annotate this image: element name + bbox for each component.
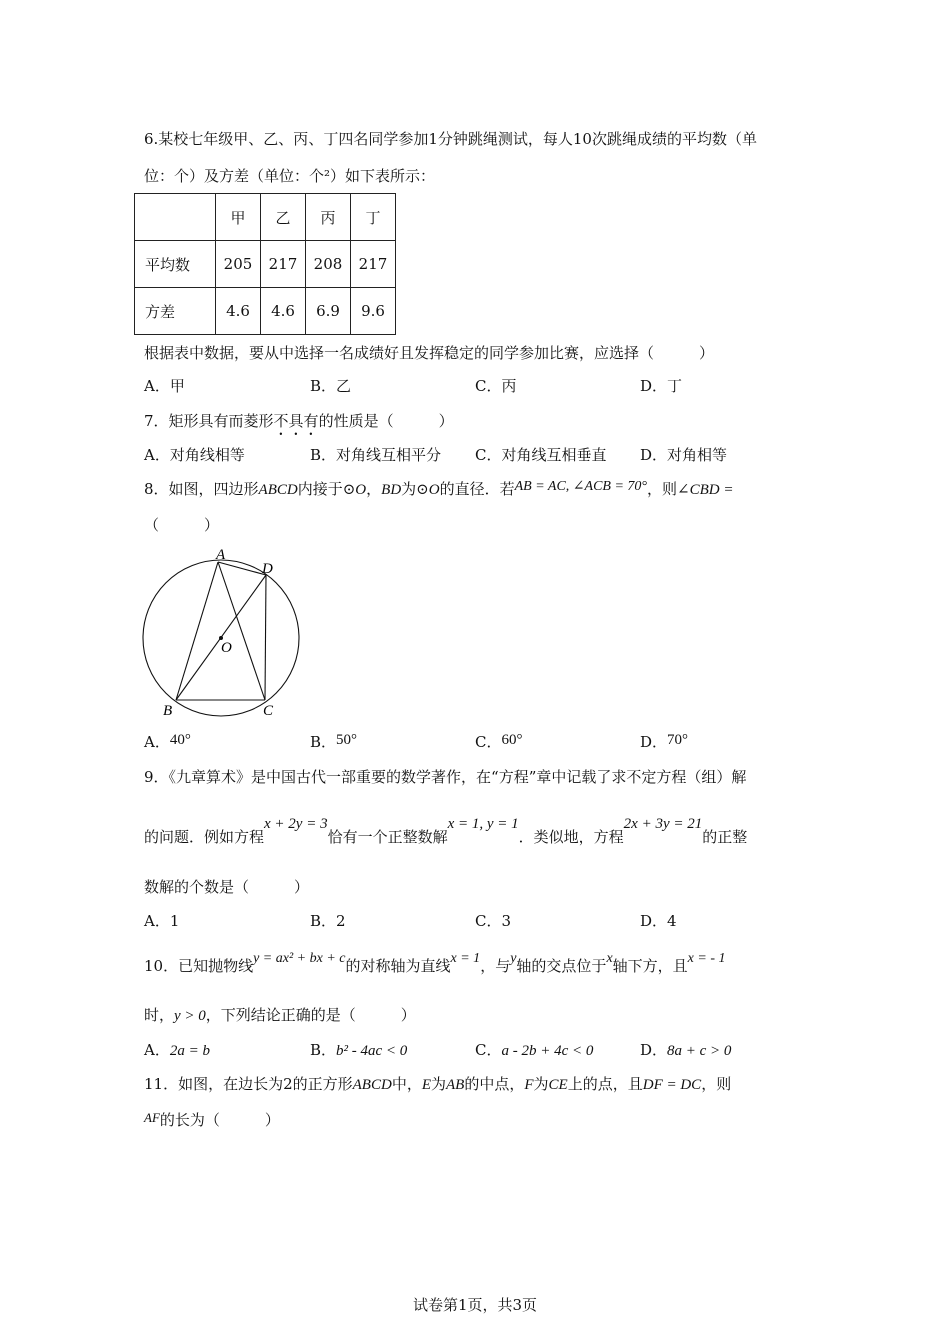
q10-line2 [144,1004,416,1025]
q7-emphasis: 不具有 [273,412,319,430]
q8-circle-o: O [428,482,440,498]
q11-condition: DF = DC [642,1077,702,1093]
q8-text: 为⊙ [401,480,429,498]
q9-text: ．类似地，方程 [518,828,624,846]
q10-axis: x = 1 [450,951,481,966]
q11-e: E [421,1077,431,1093]
q11-text: 上的点，且 [567,1075,643,1093]
score-table [134,193,396,335]
option-letter: C． [475,733,502,751]
q6-option-c: C．丙 [475,377,517,395]
q11-af: AF [144,1110,160,1125]
table-cell: 丁 [351,194,396,241]
label-a: A [216,547,226,563]
q11-text: 的中点， [464,1075,525,1093]
q11-text: 为 [533,1075,549,1093]
option-value: 70° [667,732,689,748]
q9-equation-2: 2x + 3y = 21 [623,816,703,832]
option-letter: D． [640,733,668,751]
q9-text: 的正整 [702,828,748,846]
q9-line3: 数解的个数是（ ） [144,878,310,896]
q8-text: ，则 [647,480,678,498]
q7-stem [144,410,454,439]
segment-ab [176,562,218,700]
q10-x: x [606,951,613,966]
q11-ab: AB [446,1077,465,1093]
segment-dc [265,575,266,700]
option-value: b² - 4ac < 0 [336,1043,408,1059]
q10-text: ，下列结论正确的是（ ） [205,1006,416,1024]
q10-text: 时， [144,1006,175,1024]
circle-figure [130,545,315,720]
q8-stem [144,478,733,499]
q8-bd: BD [381,482,402,498]
option-value: 8a + c > 0 [667,1043,732,1059]
q7-option-a: A．对角线相等 [144,446,245,464]
q7-prefix: 7．矩形具有而菱形 [144,412,274,430]
q9-text: 恰有一个正整数解 [327,828,448,846]
q10-text: 的对称轴为直线 [345,957,451,975]
q11-square: ABCD [352,1077,392,1093]
label-o: O [221,640,232,656]
table-cell: 乙 [261,194,306,241]
table-cell: 丙 [306,194,351,241]
label-b: B [163,703,173,719]
q8-option-c [475,731,522,752]
q9-option-b: B．2 [310,912,346,930]
q10-line1 [144,951,726,976]
q8-text: 内接于⊙ [297,480,356,498]
option-value: 40° [169,732,191,748]
q10-parabola: y = ax² + bx + c [253,951,346,966]
q11-text: 中， [391,1075,422,1093]
q8-paren: （ ） [144,516,220,534]
option-letter: B． [310,733,337,751]
q9-line2 [144,816,748,847]
table-cell [135,194,216,241]
table-cell: 205 [216,241,261,288]
q11-line1 [144,1073,731,1094]
q7-option-d: D．对角相等 [640,446,728,464]
q10-text: ，与 [480,957,511,975]
option-value: 50° [336,732,358,748]
option-letter: A． [144,1041,170,1059]
q9-option-d: D．4 [640,912,677,930]
q8-ask: ∠CBD = [677,482,734,498]
q6-option-b: B．乙 [310,377,352,395]
table-cell: 6.9 [306,288,351,335]
q8-text: 的直径．若 [439,480,515,498]
option-value: a - 2b + 4c < 0 [501,1043,594,1059]
table-header-row [135,194,396,241]
q8-circle-o: O [355,482,367,498]
q10-option-c [475,1039,593,1060]
q9-solution: x = 1, y = 1 [447,816,519,832]
option-letter: B． [310,1041,337,1059]
q7-option-c: C．对角线互相垂直 [475,446,607,464]
q10-text: 轴的交点位于 [516,957,607,975]
table-cell: 平均数 [135,241,216,288]
table-cell: 4.6 [261,288,306,335]
table-cell: 4.6 [216,288,261,335]
q11-f: F [524,1077,534,1093]
table-cell: 208 [306,241,351,288]
q8-text: 8．如图，四边形 [144,480,259,498]
table-row [135,241,396,288]
q8-option-a [144,731,191,752]
q9-option-c: C．3 [475,912,512,930]
q7-option-b: B．对角线互相平分 [310,446,442,464]
q11-text: ，则 [701,1075,732,1093]
option-value: 2a = b [169,1043,210,1059]
option-letter: A． [144,733,170,751]
q11-text: 的长为（ ） [159,1111,280,1129]
q10-y: y [510,951,517,966]
table-row [135,288,396,335]
q9-equation-1: x + 2y = 3 [264,816,328,832]
q6-option-d: D．丁 [640,377,683,395]
q11-text: 11．如图，在边长为2的正方形 [144,1075,353,1093]
q6-option-a: A．甲 [144,377,185,395]
q8-option-b [310,731,357,752]
page-footer: 试卷第1页，共3页 [412,1296,538,1314]
q9-option-a: A．1 [144,912,180,930]
table-cell: 方差 [135,288,216,335]
q8-option-d [640,731,688,752]
q10-y-positive: y > 0 [174,1008,206,1024]
q6-line2: 位：个）及方差（单位：个²）如下表所示： [144,167,436,185]
q10-x-minus-1: x = - 1 [687,951,726,966]
q8-quad: ABCD [258,482,298,498]
q8-condition: AB = AC, ∠ACB = 70° [514,479,647,494]
q7-suffix: 的性质是（ ） [318,412,454,430]
q9-line1: 9．《九章算术》是中国古代一部重要的数学著作，在“方程”章中记载了求不定方程（组）解 [144,768,747,786]
q6-line1: 6.某校七年级甲、乙、丙、丁四名同学参加1分钟跳绳测试，每人10次跳绳成绩的平均数（单 [144,130,757,148]
q8-text: ， [366,480,382,498]
table-cell: 9.6 [351,288,396,335]
option-letter: C． [475,1041,502,1059]
q9-text: 的问题．例如方程 [144,828,265,846]
q11-line2 [144,1109,280,1130]
label-d: D [262,561,273,577]
q6-question: 根据表中数据，要从中选择一名成绩好且发挥稳定的同学参加比赛，应选择（ ） [144,344,715,362]
segment-ad [218,562,266,575]
table-cell: 甲 [216,194,261,241]
label-c: C [263,703,274,719]
q11-text: 为 [431,1075,447,1093]
q10-text: 轴下方，且 [612,957,688,975]
q10-text: 10．已知抛物线 [144,957,254,975]
option-value: 60° [501,732,523,748]
option-letter: D． [640,1041,668,1059]
q10-option-a [144,1039,210,1060]
table-cell: 217 [351,241,396,288]
q11-ce: CE [548,1077,568,1093]
table-cell: 217 [261,241,306,288]
q10-option-d [640,1039,731,1060]
q10-option-b [310,1039,407,1060]
